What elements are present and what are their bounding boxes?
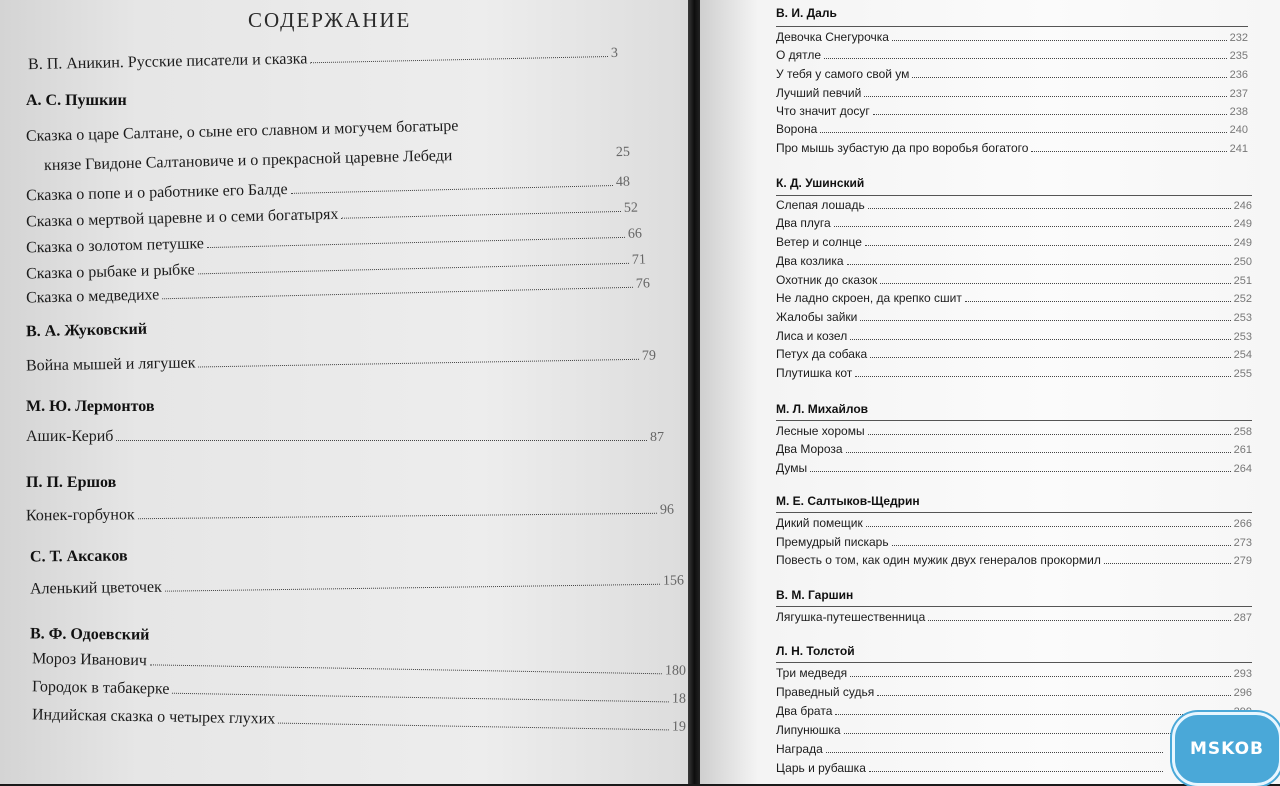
toc-entry[interactable]: Премудрый пискарь 273 [776, 535, 1252, 549]
mskob-watermark-logo [1172, 712, 1280, 786]
toc-entry[interactable]: Три медведя 293 [776, 666, 1252, 680]
toc-entry[interactable]: Слепая лошадь 246 [776, 198, 1252, 212]
author-heading: В. И. Даль [776, 6, 837, 20]
toc-entry[interactable]: Лесные хоромы 258 [776, 424, 1252, 438]
author-heading: П. П. Ершов [26, 474, 117, 491]
toc-entry[interactable]: Сказка о золотом петушке 66 [25, 226, 643, 257]
author-heading: В. М. Гаршин [776, 588, 854, 602]
toc-entry[interactable]: У тебя у самого свой ум 236 [776, 67, 1248, 81]
toc-entry[interactable]: Липунюшка [776, 723, 1252, 737]
author-heading: М. Л. Михайлов [776, 402, 869, 416]
section-rule [776, 420, 1252, 421]
toc-entry[interactable]: Два Мороза 261 [776, 442, 1252, 456]
toc-entry[interactable]: Думы 264 [776, 461, 1252, 475]
toc-entry[interactable]: Индийская сказка о четырех глухих 19 [31, 706, 687, 735]
toc-entry[interactable]: Охотник до сказок 251 [776, 273, 1252, 287]
toc-heading: СОДЕРЖАНИЕ [248, 8, 412, 32]
author-heading: А. С. Пушкин [26, 92, 127, 109]
toc-entry[interactable]: Ветер и солнце 249 [776, 235, 1252, 249]
section-rule [776, 512, 1252, 513]
toc-entry[interactable]: Плутишка кот 255 [776, 366, 1252, 380]
toc-entry[interactable]: Что значит досуг 238 [776, 104, 1248, 118]
toc-entry[interactable]: Дикий помещик 266 [776, 516, 1252, 530]
author-heading: М. Ю. Лермонтов [26, 398, 155, 415]
author-heading: Л. Н. Толстой [776, 644, 855, 658]
toc-entry[interactable]: Девочка Снегурочка 232 [776, 30, 1248, 44]
toc-entry[interactable]: Два козлика 250 [776, 254, 1252, 268]
toc-entry[interactable]: Не ладно скроен, да крепко сшит 252 [776, 291, 1252, 305]
toc-entry[interactable]: Сказка о мертвой царевне и о семи богатырях 52 [25, 200, 639, 231]
toc-entry[interactable]: Ашик-Кериб 87 [26, 428, 664, 445]
toc-entry[interactable]: Царь и рубашка [776, 761, 1166, 775]
author-heading: К. Д. Ушинский [776, 176, 865, 190]
toc-entry[interactable]: Городок в табакерке 18 [31, 678, 687, 707]
toc-entry[interactable]: Лучший певчий 237 [776, 86, 1248, 100]
toc-entry[interactable]: Конек-горбунок 96 [25, 502, 675, 525]
toc-entry[interactable]: Лиса и козел 253 [776, 329, 1252, 343]
watermark-text: MSKOB [1190, 739, 1264, 759]
toc-entry[interactable]: Мороз Иванович 180 [31, 650, 687, 679]
toc-entry[interactable]: князе Гвидоне Салтановиче и о прекрасной царевне Лебеди 25 [43, 144, 631, 175]
section-rule [776, 195, 1252, 196]
toc-entry[interactable]: Ворона 240 [776, 122, 1248, 136]
toc-entry[interactable]: Сказка о рыбаке и рыбке 71 [25, 252, 647, 283]
author-heading: В. А. Жуковский [25, 320, 148, 341]
toc-entry[interactable]: Война мышей и лягушек 79 [25, 348, 657, 375]
toc-entry[interactable]: Награда [776, 742, 1166, 756]
right-page [700, 0, 1280, 784]
toc-entry-title[interactable]: Сказка о царе Салтане, о сыне его славном и могучем богатыре [25, 117, 459, 145]
section-rule [776, 26, 1248, 27]
section-rule [776, 606, 1252, 607]
toc-entry[interactable]: Повесть о том, как один мужик двух генералов прокормил 279 [776, 553, 1252, 567]
toc-entry-intro[interactable]: В. П. Аникин. Русские писатели и сказка 3 [27, 45, 619, 74]
toc-entry[interactable]: Аленький цветочек 156 [29, 573, 685, 598]
author-heading: В. Ф. Одоевский [29, 625, 150, 644]
toc-entry[interactable]: Лягушка-путешественница 287 [776, 610, 1252, 624]
toc-entry[interactable]: Два плуга 249 [776, 216, 1252, 230]
toc-entry[interactable]: Петух да собака 254 [776, 347, 1252, 361]
toc-entry[interactable]: Про мышь зубастую да про воробья богатого 241 [776, 141, 1248, 155]
toc-entry[interactable]: Сказка о медведихе 76 [25, 276, 651, 307]
toc-entry[interactable]: Жалобы зайки 253 [776, 310, 1252, 324]
toc-entry[interactable]: Сказка о попе и о работнике его Балде 48 [25, 174, 631, 205]
toc-entry[interactable]: Праведный судья 296 [776, 685, 1252, 699]
section-rule [776, 662, 1252, 663]
toc-entry[interactable]: Два брата [776, 704, 1252, 718]
author-heading: М. Е. Салтыков-Щедрин [776, 494, 920, 508]
author-heading: С. Т. Аксаков [29, 547, 128, 566]
toc-entry[interactable]: О дятле 235 [776, 48, 1248, 62]
